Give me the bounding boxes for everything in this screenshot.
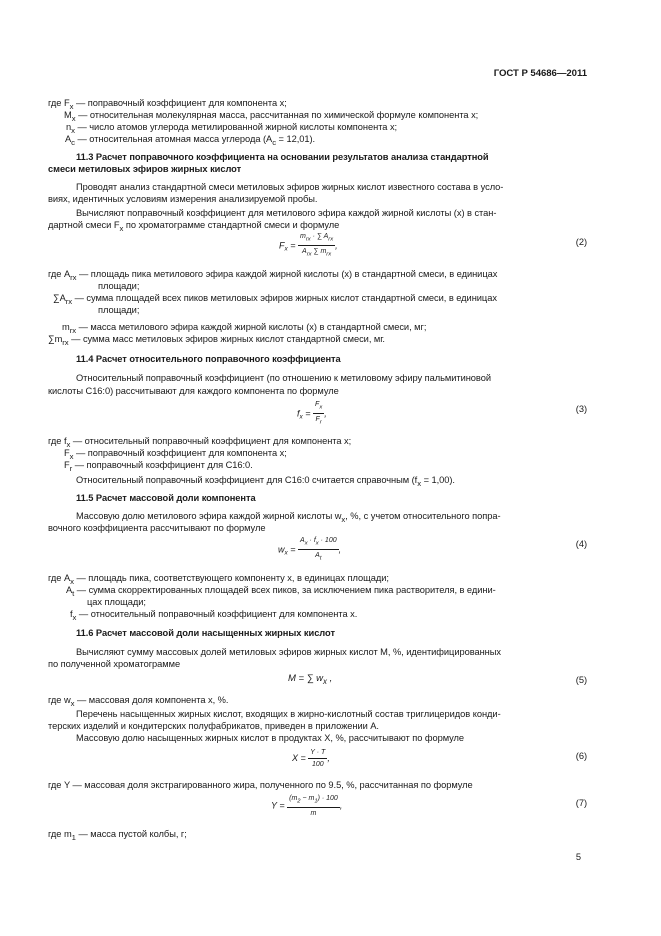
- page-number: 5: [575, 852, 581, 862]
- text-line: $\sum m_{rx}$ — сумма масс метиловых эфиров жирных кислот стандартной смеси, мг.: [48, 334, 385, 347]
- equation-number: (5): [575, 675, 587, 685]
- text-line: дартной смеси $F_x$ по хроматограмме стандартной смеси и формуле: [48, 220, 340, 233]
- text-line: где $F_x$ — поправочный коэффициент для компонента x;: [48, 98, 287, 111]
- text-line: $A_t$ — сумма скорректированных площадей всех пиков, за исключением пика растворителя, в едини-: [66, 585, 496, 598]
- section-heading: 11.6 Расчет массовой доли насыщенных жирных кислот: [76, 628, 335, 638]
- text-line: Вычисляют сумму массовых долей метиловых эфиров жирных кислот M, %, идентифицированных: [76, 647, 502, 657]
- text-line: Массовую долю метилового эфира каждой жирной кислоты $w_x$, %, с учетом относительного попра-: [76, 511, 501, 524]
- text-line: $n_x$ — число атомов углерода метилированной жирной кислоты компонента x;: [66, 122, 398, 135]
- section-heading: смеси метиловых эфиров жирных кислот: [48, 164, 242, 174]
- text-line: Относительный поправочный коэффициент для С16:0 считается справочным $(f_x = 1,00)$.: [76, 475, 455, 488]
- text-line: $\sum A_{rx}$ — сумма площадей всех пиков метиловых эфиров жирных кислот стандартной смеси, в единицах: [53, 293, 497, 306]
- text-line: где Y — массовая доля экстрагированного жира, полученного по 9.5, %, рассчитанная по формуле: [48, 780, 473, 790]
- text-line: $m_{rx}$ — масса метилового эфира каждой жирной кислоты (x) в стандартной смеси, мг;: [62, 322, 427, 335]
- equation-number: (3): [575, 404, 587, 414]
- equation-3: $f_x$ = $\frac{F_x}{F_r}$ ,: [297, 401, 327, 426]
- text-line: Относительный поправочный коэффициент (по отношению к метиловому эфиру пальмитиновой: [76, 373, 491, 383]
- text-line: терских изделий и кондитерских полуфабрикатов, приведен в приложении А.: [48, 721, 379, 731]
- text-line: площади;: [98, 281, 140, 291]
- text-line: $F_r$ — поправочный коэффициент для С16:0.: [64, 460, 253, 473]
- text-line: Массовую долю насыщенных жирных кислот в продуктах X, %, рассчитывают по формуле: [76, 733, 465, 743]
- text-line: виях, идентичных условиям измерения анализируемой пробы.: [48, 194, 318, 204]
- text-line: $M_x$ — относительная молекулярная масса, рассчитанная по химической формуле компонента x;: [64, 110, 479, 123]
- text-line: $f_x$ — относительный поправочный коэффициент для компонента x.: [70, 609, 358, 622]
- text-line: $F_x$ — поправочный коэффициент для компонента x;: [64, 448, 287, 461]
- equation-5: M = ∑ $w_x$ ,: [288, 673, 333, 686]
- equation-number: (7): [575, 798, 587, 808]
- equation-4: $w_x$ = $\frac{A_x \cdot f_x \cdot 100}{A_t}$ ,: [278, 537, 342, 562]
- equation-7: Y = $\frac{(m_2 - m_1) \cdot 100}{m}$ ,: [271, 795, 343, 818]
- text-line: где $A_{rx}$ — площадь пика метилового эфира каждой жирной кислоты (x) в стандартной смеси, в единицах: [48, 269, 498, 282]
- text-line: по полученной хроматограмме: [48, 659, 181, 669]
- text-line: Проводят анализ стандартной смеси метиловых эфиров жирных кислот известного состава в усло-: [76, 182, 504, 192]
- section-heading: 11.3 Расчет поправочного коэффициента на основании результатов анализа стандартной: [76, 152, 489, 162]
- document-header: ГОСТ Р 54686—2011: [493, 68, 587, 79]
- text-line: где $w_x$ — массовая доля компонента x, %.: [48, 695, 229, 708]
- text-line: Перечень насыщенных жирных кислот, входящих в жирно-кислотный состав триглицеридов конди-: [76, 709, 501, 719]
- equation-2: $F_x$ = $\frac{m_{rx} \cdot \sum A_{rx}}{A_{rx} \sum m_{rx}}$ ,: [279, 233, 338, 258]
- text-line: $A_c$ — относительная атомная масса углерода $(A_c = 12,01)$.: [65, 134, 316, 147]
- section-heading: 11.5 Расчет массовой доли компонента: [76, 493, 256, 503]
- equation-6: X = $\frac{Y \cdot T}{100}$ ,: [292, 749, 330, 768]
- equation-number: (4): [575, 539, 587, 549]
- text-line: цах площади;: [87, 597, 146, 607]
- equation-number: (2): [575, 237, 587, 247]
- text-line: площади;: [98, 305, 140, 315]
- text-line: где $f_x$ — относительный поправочный коэффициент для компонента x;: [48, 436, 352, 449]
- text-line: кислоты С16:0) рассчитывают для каждого компонента по формуле: [48, 386, 339, 396]
- text-line: где $m_1$ — масса пустой колбы, г;: [48, 829, 187, 842]
- text-line: Вычисляют поправочный коэффициент для метилового эфира каждой жирной кислоты (x) в стан-: [76, 208, 497, 218]
- section-heading: 11.4 Расчет относительного поправочного коэффициента: [76, 354, 341, 364]
- equation-number: (6): [575, 751, 587, 761]
- text-line: вочного коэффициента рассчитывают по формуле: [48, 523, 266, 533]
- text-line: где $A_x$ — площадь пика, соответствующего компоненту x, в единицах площади;: [48, 573, 389, 586]
